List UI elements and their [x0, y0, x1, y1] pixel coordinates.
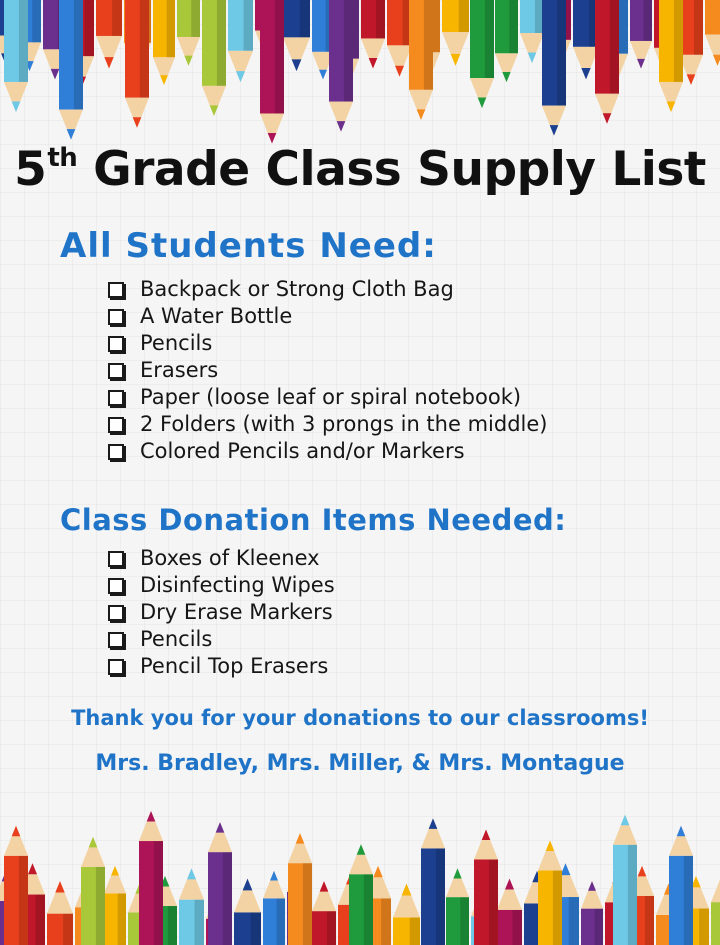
- colored-pencil-icon: [470, 0, 494, 108]
- donation-checklist: [108, 545, 335, 680]
- colored-pencil-icon: [81, 837, 105, 945]
- pencils-top-graphic: [0, 0, 720, 150]
- checkbox-icon: [108, 659, 124, 675]
- checkbox-icon: [108, 417, 124, 433]
- colored-pencil-icon: [202, 0, 226, 116]
- colored-pencil-icon: [349, 844, 373, 945]
- checkbox-icon: [108, 444, 124, 460]
- item-label: A Water Bottle: [140, 304, 293, 328]
- colored-pencil-icon: [260, 0, 284, 144]
- colored-pencil-icon: [208, 822, 232, 945]
- title-text: Grade Class Supply List: [77, 142, 706, 197]
- colored-pencils-bottom-border: [0, 805, 720, 945]
- item-label: Dry Erase Markers: [140, 600, 333, 624]
- item-label: Backpack or Strong Cloth Bag: [140, 277, 454, 301]
- item-label: Boxes of Kleenex: [140, 546, 320, 570]
- colored-pencil-icon: [581, 881, 603, 945]
- colored-pencil-icon: [474, 829, 498, 945]
- students-need-heading: All Students Need:: [60, 226, 437, 266]
- item-label: Pencils: [140, 331, 213, 355]
- colored-pencil-icon: [96, 0, 122, 68]
- colored-pencil-icon: [329, 0, 353, 132]
- colored-pencil-icon: [613, 815, 637, 945]
- colored-pencil-icon: [4, 0, 28, 112]
- colored-pencil-icon: [153, 0, 175, 85]
- item-label: Pencils: [140, 627, 213, 651]
- colored-pencil-icon: [4, 826, 28, 945]
- checkbox-icon: [108, 551, 124, 567]
- colored-pencil-icon: [387, 0, 412, 77]
- list-item: [108, 626, 335, 653]
- item-label: Colored Pencils and/or Markers: [140, 439, 465, 463]
- colored-pencil-icon: [497, 879, 522, 945]
- colored-pencil-icon: [228, 0, 253, 82]
- colored-pencil-icon: [542, 0, 566, 136]
- list-item: [108, 545, 335, 572]
- colored-pencil-icon: [393, 884, 420, 945]
- list-item: [108, 384, 547, 411]
- students-checklist: [108, 276, 547, 465]
- colored-pencil-icon: [59, 0, 83, 140]
- list-item: [108, 411, 547, 438]
- colored-pencil-icon: [125, 0, 149, 128]
- colored-pencil-icon: [595, 0, 619, 124]
- colored-pencil-icon: [705, 0, 720, 66]
- list-item: [108, 330, 547, 357]
- checkbox-icon: [108, 309, 124, 325]
- colored-pencil-icon: [288, 833, 312, 945]
- list-item: [108, 357, 547, 384]
- colored-pencil-icon: [283, 0, 310, 71]
- title-ordinal: th: [47, 143, 78, 173]
- colored-pencil-icon: [538, 841, 562, 945]
- colored-pencil-icon: [409, 0, 433, 120]
- colored-pencil-icon: [669, 826, 693, 945]
- item-label: Erasers: [140, 358, 219, 382]
- item-label: Disinfecting Wipes: [140, 573, 335, 597]
- list-item: [108, 276, 547, 303]
- list-item: [108, 599, 335, 626]
- colored-pencil-icon: [442, 0, 469, 66]
- colored-pencil-icon: [47, 881, 73, 945]
- list-item: [108, 438, 547, 465]
- colored-pencil-icon: [361, 0, 385, 68]
- colored-pencil-icon: [312, 881, 336, 945]
- colored-pencil-icon: [104, 866, 126, 945]
- checkbox-icon: [108, 605, 124, 621]
- colored-pencil-icon: [177, 0, 200, 66]
- thank-you-message: Thank you for your donations to our classrooms!: [71, 706, 649, 730]
- colored-pencil-icon: [263, 871, 285, 945]
- donation-items-heading: Class Donation Items Needed:: [60, 503, 567, 537]
- colored-pencil-icon: [179, 868, 204, 945]
- checkbox-icon: [108, 578, 124, 594]
- colored-pencil-icon: [711, 868, 720, 945]
- colored-pencil-icon: [234, 879, 261, 945]
- pencils-bottom-graphic: [0, 805, 720, 945]
- list-item: [108, 572, 335, 599]
- title-number: 5: [14, 142, 47, 197]
- page-title: [0, 142, 720, 197]
- teacher-names: Mrs. Bradley, Mrs. Miller, & Mrs. Montague: [95, 751, 625, 776]
- colored-pencil-icon: [495, 0, 518, 82]
- checkbox-icon: [108, 390, 124, 406]
- colored-pencil-icon: [446, 868, 469, 945]
- item-label: 2 Folders (with 3 prongs in the middle): [140, 412, 548, 436]
- item-label: Pencil Top Erasers: [140, 654, 329, 678]
- list-item: [108, 303, 547, 330]
- checkbox-icon: [108, 632, 124, 648]
- checkbox-icon: [108, 282, 124, 298]
- colored-pencil-icon: [630, 0, 652, 68]
- colored-pencil-icon: [139, 811, 163, 945]
- checkbox-icon: [108, 363, 124, 379]
- item-label: Paper (loose leaf or spiral notebook): [140, 385, 522, 409]
- checkbox-icon: [108, 336, 124, 352]
- colored-pencils-top-border: [0, 0, 720, 150]
- colored-pencil-icon: [520, 0, 544, 63]
- list-item: [108, 653, 335, 680]
- colored-pencil-icon: [659, 0, 683, 112]
- colored-pencil-icon: [421, 818, 445, 945]
